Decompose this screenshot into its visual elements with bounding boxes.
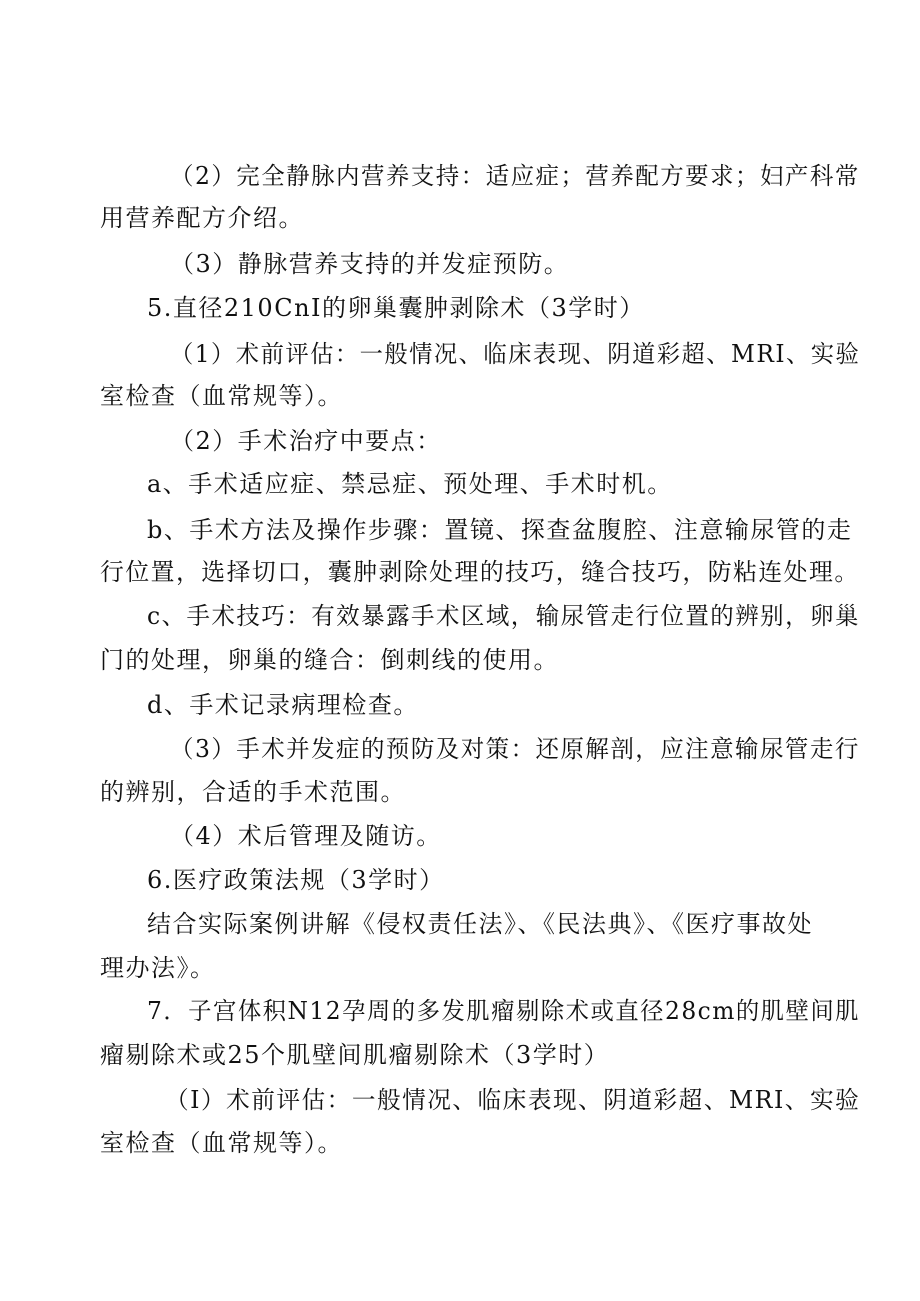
text-line	[0, 598, 920, 634]
text-line	[0, 336, 920, 372]
text-line	[0, 642, 920, 678]
text-line	[0, 1125, 920, 1161]
text-line	[0, 818, 920, 854]
line-text: 5.直径210CnI的卵巢囊肿剥除术（3学时）	[147, 294, 645, 322]
line-text: 瘤剔除术或25个肌壁间肌瘤剔除术（3学时）	[100, 1041, 610, 1069]
text-line	[0, 290, 920, 326]
line-text: a、手术适应症、禁忌症、预处理、手术时机。	[147, 470, 673, 498]
text-line	[0, 423, 920, 459]
line-text: 用营养配方介绍。	[100, 204, 304, 232]
text-line	[0, 774, 920, 810]
line-text: 门的处理，卵巢的缝合：倒刺线的使用。	[100, 646, 559, 674]
line-text: 6.医疗政策法规（3学时）	[147, 866, 445, 894]
text-line	[0, 200, 920, 236]
line-text: 室检查（血常规等）。	[100, 1129, 343, 1157]
text-line	[0, 862, 920, 898]
text-line	[0, 1037, 920, 1073]
line-text: b、手术方法及操作步骤：置镜、探查盆腹腔、注意输尿管的走	[147, 516, 853, 544]
text-line	[0, 512, 920, 548]
line-text: 行位置，选择切口，囊肿剥除处理的技巧，缝合技巧，防粘连处理。	[100, 558, 860, 586]
line-text: d、手术记录病理检查。	[147, 691, 419, 719]
text-line	[0, 687, 920, 723]
line-text: 结合实际案例讲解《侵权责任法》、《民法典》、《医疗事故处	[147, 910, 813, 938]
text-line	[0, 378, 920, 414]
text-line	[0, 1082, 920, 1118]
line-text: 的辨别，合适的手术范围。	[100, 778, 406, 806]
line-text: （I）术前评估：一般情况、临床表现、阴道彩超、MRI、实验	[165, 1086, 861, 1114]
text-line	[0, 731, 920, 767]
line-text: 7．子宫体积N12孕周的多发肌瘤剔除术或直径28cm的肌壁间肌	[147, 997, 861, 1025]
line-text: （2）手术治疗中要点：	[170, 427, 442, 455]
line-text: （3）手术并发症的预防及对策：还原解剖，应注意输尿管走行	[170, 735, 860, 763]
line-text: c、手术技巧：有效暴露手术区域，输尿管走行位置的辨别，卵巢	[147, 602, 860, 630]
line-text: （3）静脉营养支持的并发症预防。	[170, 250, 570, 278]
text-line	[0, 906, 920, 942]
text-line	[0, 466, 920, 502]
line-text: （1）术前评估：一般情况、临床表现、阴道彩超、MRI、实验	[170, 340, 861, 368]
line-text: 理办法》。	[100, 954, 216, 982]
text-line	[0, 246, 920, 282]
line-text: （4）术后管理及随访。	[170, 822, 442, 850]
text-line	[0, 993, 920, 1029]
line-text: 室检查（血常规等）。	[100, 382, 343, 410]
text-line	[0, 950, 920, 986]
text-line	[0, 554, 920, 590]
text-line	[0, 158, 920, 194]
line-text: （2）完全静脉内营养支持：适应症；营养配方要求；妇产科常	[170, 162, 860, 190]
